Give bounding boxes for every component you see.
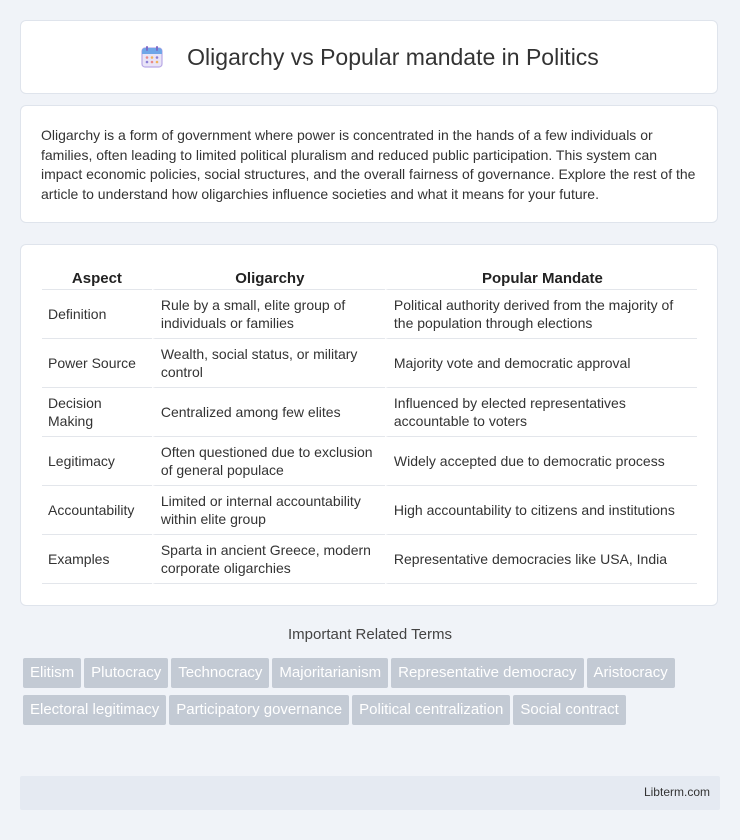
header-popular-mandate: Popular Mandate: [385, 267, 697, 290]
term-tag[interactable]: Representative democracy: [391, 658, 583, 688]
popular-mandate-cell: Widely accepted due to democratic process: [385, 437, 697, 486]
aspect-cell: Accountability: [42, 486, 152, 535]
term-tag[interactable]: Majoritarianism: [272, 658, 388, 688]
related-terms-list: [23, 658, 683, 732]
footer-site-link[interactable]: Libterm.com: [643, 785, 710, 799]
popular-mandate-cell: Influenced by elected representatives accountable to voters: [385, 388, 697, 437]
table-row: [42, 339, 697, 388]
oligarchy-cell: Often questioned due to exclusion of general populace: [152, 437, 385, 486]
term-tag[interactable]: Political centralization: [352, 695, 510, 725]
comparison-table: [42, 267, 697, 584]
table-header-row: [42, 267, 697, 290]
popular-mandate-cell: Majority vote and democratic approval: [385, 339, 697, 388]
oligarchy-cell: Limited or internal accountability within elite group: [152, 486, 385, 535]
page-title: Oligarchy vs Popular mandate in Politics: [187, 43, 599, 70]
table-row: [42, 535, 697, 584]
intro-paragraph: Oligarchy is a form of government where power is concentrated in the hands of a few individuals or families, often leading to limited political pluralism and reduced public participation. This system can impact economic policies, social structures, and the overall fairness of governance. Explore the rest of the article to understand how oligarchies influence societies and what it means for your future.: [41, 127, 696, 202]
oligarchy-cell: Wealth, social status, or military control: [152, 339, 385, 388]
comparison-table-card: [20, 244, 718, 606]
table-row: [42, 437, 697, 486]
table-row: [42, 388, 697, 437]
term-tag[interactable]: Technocracy: [171, 658, 269, 688]
aspect-cell: Definition: [42, 290, 152, 339]
aspect-cell: Legitimacy: [42, 437, 152, 486]
header-aspect: Aspect: [42, 267, 152, 290]
term-tag[interactable]: Plutocracy: [84, 658, 168, 688]
oligarchy-cell: Sparta in ancient Greece, modern corporate oligarchies: [152, 535, 385, 584]
term-tag[interactable]: Participatory governance: [169, 695, 349, 725]
header-card: [20, 20, 718, 94]
intro-card: [20, 105, 718, 223]
aspect-cell: Examples: [42, 535, 152, 584]
popular-mandate-cell: Political authority derived from the majority of the population through elections: [385, 290, 697, 339]
oligarchy-cell: Centralized among few elites: [152, 388, 385, 437]
calendar-icon: [139, 44, 165, 70]
oligarchy-cell: Rule by a small, elite group of individuals or families: [152, 290, 385, 339]
related-terms-heading: Important Related Terms: [288, 626, 452, 643]
aspect-cell: Power Source: [42, 339, 152, 388]
term-tag[interactable]: Aristocracy: [587, 658, 675, 688]
term-tag[interactable]: Electoral legitimacy: [23, 695, 166, 725]
term-tag[interactable]: Social contract: [513, 695, 625, 725]
table-row: [42, 486, 697, 535]
popular-mandate-cell: High accountability to citizens and institutions: [385, 486, 697, 535]
table-row: [42, 290, 697, 339]
popular-mandate-cell: Representative democracies like USA, India: [385, 535, 697, 584]
footer: [20, 776, 720, 810]
aspect-cell: Decision Making: [42, 388, 152, 437]
header-oligarchy: Oligarchy: [152, 267, 385, 290]
term-tag[interactable]: Elitism: [23, 658, 81, 688]
